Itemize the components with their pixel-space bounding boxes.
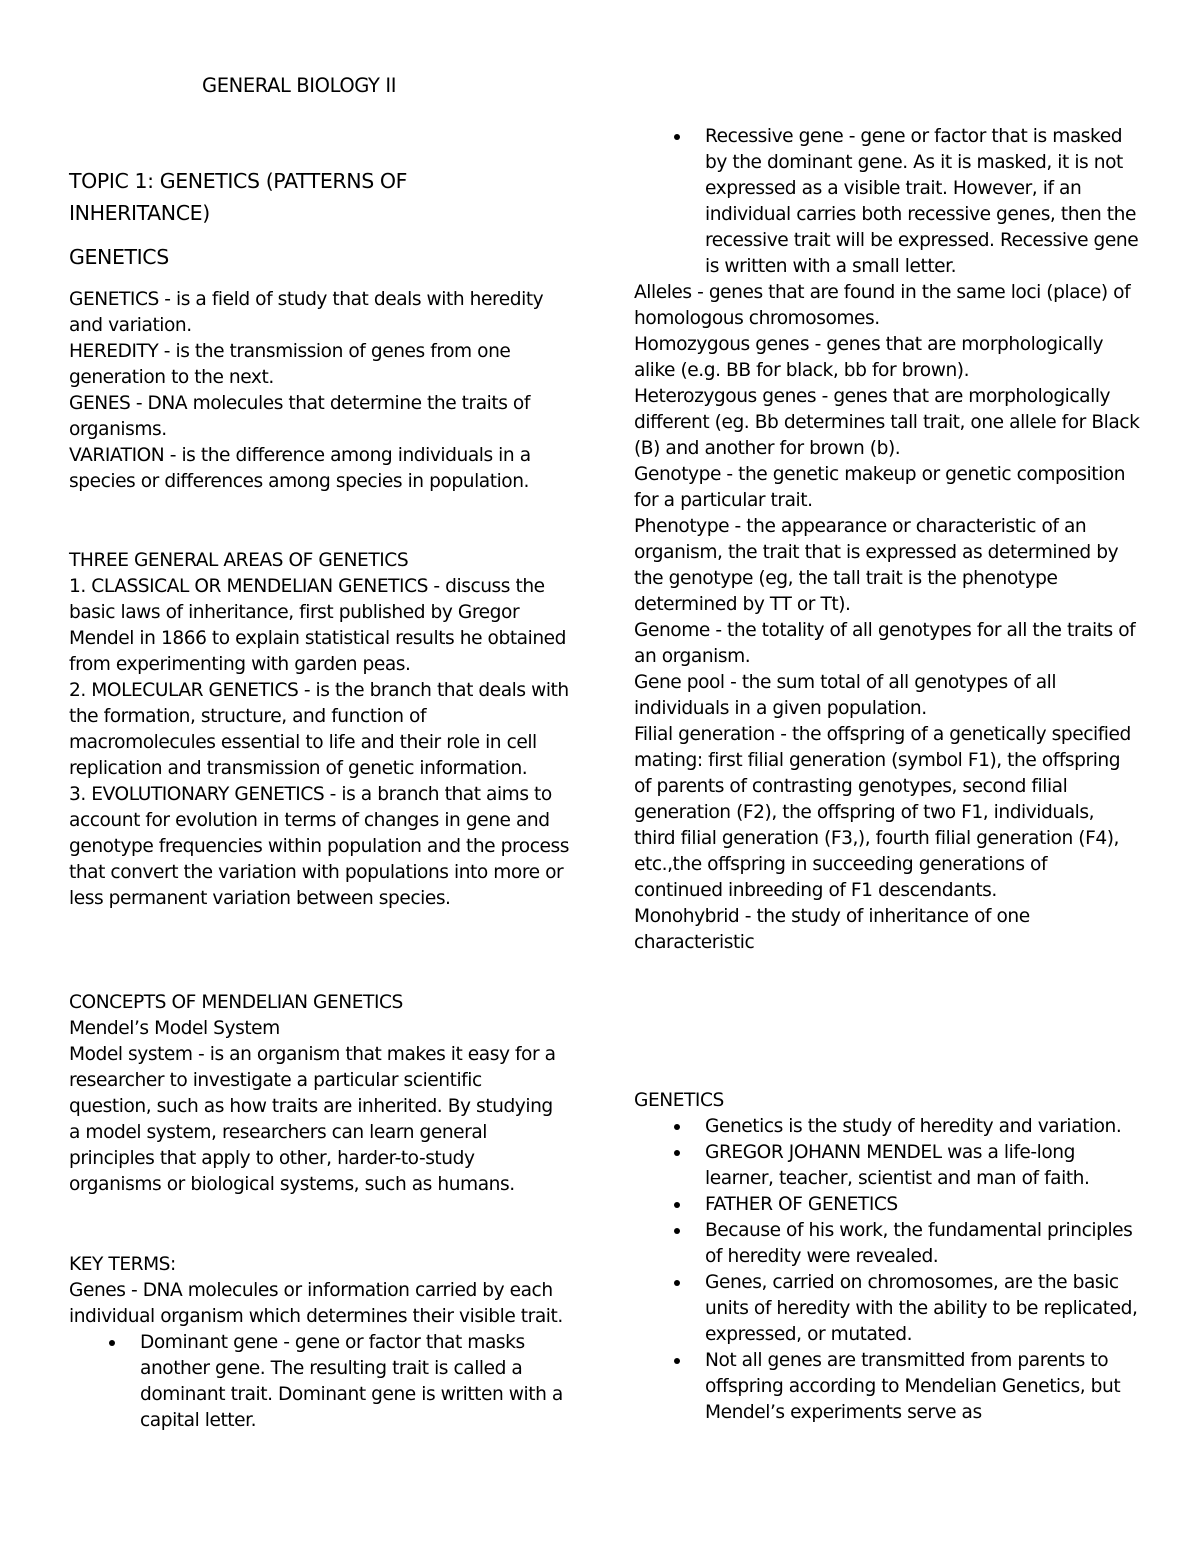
term-genotype: Genotype - the genetic makeup or genetic composition for a particular trait. <box>634 464 1126 511</box>
bullet-text: Genes, carried on chromosomes, are the basic units of heredity with the ability to be replicated, expressed, or mutated. <box>705 1272 1138 1345</box>
term-gene-pool: Gene pool - the sum total of all genotypes of all individuals in a given population. <box>634 672 1057 719</box>
genes-term: Genes - DNA molecules or information carried by each individual organism which determines their visible trait. <box>69 1280 563 1327</box>
genetics-summary-block <box>634 1088 1140 1426</box>
topic-heading: TOPIC 1: GENETICS (PATTERNS OF INHERITANCE) <box>69 169 408 225</box>
concepts-heading: CONCEPTS OF MENDELIAN GENETICS <box>69 992 403 1013</box>
key-terms-heading: KEY TERMS: <box>69 1254 176 1275</box>
bullet-icon <box>674 1228 680 1234</box>
dominant-bullet-list <box>69 1330 569 1434</box>
list-item <box>634 124 1140 280</box>
term-filial-generation: Filial generation - the offspring of a genetically specified mating: first filial generation (symbol F1), the offspring of parents of contrasting genotypes, second filial generation (F2), the offspring of two F1, individuals, third filial generation (F3,), fourth filial generation (F4), etc.,the offspring in succeeding generations of continued inbreeding of F1 descendants. <box>634 724 1131 901</box>
definition-genetics: GENETICS - is a field of study that deals with heredity and variation. <box>69 289 544 336</box>
list-item <box>634 1270 1140 1348</box>
areas-block <box>69 548 569 912</box>
genetics-heading: GENETICS <box>69 245 169 269</box>
bullet-text: Because of his work, the fundamental principles of heredity were revealed. <box>705 1220 1133 1267</box>
bullet-text: Genetics is the study of heredity and variation. <box>705 1116 1122 1137</box>
bullet-icon <box>674 1150 680 1156</box>
term-phenotype: Phenotype - the appearance or characteristic of an organism, the trait that is expressed as determined by the genotype (eg, the tall trait is the phenotype determined by TT or Tt). <box>634 516 1119 615</box>
term-monohybrid: Monohybrid - the study of inheritance of one characteristic <box>634 906 1030 953</box>
genetics-summary-heading: GENETICS <box>634 1090 724 1111</box>
area-evolutionary: 3. EVOLUTIONARY GENETICS - is a branch that aims to account for evolution in terms of changes in gene and genotype frequencies within population and the process that convert the variation with populations into more or less permanent variation between species. <box>69 784 569 909</box>
definition-heredity: HEREDITY - is the transmission of genes from one generation to the next. <box>69 341 511 388</box>
dominant-gene-text: Dominant gene - gene or factor that masks another gene. The resulting trait is called a dominant trait. Dominant gene is written with a capital letter. <box>140 1332 563 1431</box>
list-item <box>634 1140 1140 1192</box>
term-homozygous: Homozygous genes - genes that are morphologically alike (e.g. BB for black, bb for brown). <box>634 334 1104 381</box>
page-title: GENERAL BIOLOGY II <box>202 74 397 97</box>
terms-block <box>634 124 1140 956</box>
bullet-icon <box>674 134 680 140</box>
definitions-block <box>69 287 569 495</box>
concepts-block <box>69 990 569 1198</box>
list-item <box>634 1348 1140 1426</box>
bullet-icon <box>109 1340 115 1346</box>
model-system-heading: Mendel’s Model System <box>69 1018 280 1039</box>
areas-heading: THREE GENERAL AREAS OF GENETICS <box>69 550 409 571</box>
list-item <box>69 1330 569 1434</box>
term-alleles: Alleles - genes that are found in the same loci (place) of homologous chromosomes. <box>634 282 1131 329</box>
term-genome: Genome - the totality of all genotypes for all the traits of an organism. <box>634 620 1136 667</box>
bullet-icon <box>674 1124 680 1130</box>
area-classical: 1. CLASSICAL OR MENDELIAN GENETICS - discuss the basic laws of inheritance, first published by Gregor Mendel in 1866 to explain statistical results he obtained from experimenting with garden peas. <box>69 576 566 675</box>
list-item <box>634 1192 1140 1218</box>
key-terms-block <box>69 1252 569 1434</box>
genetics-bullet-list <box>634 1114 1140 1426</box>
bullet-text: GREGOR JOHANN MENDEL was a life-long learner, teacher, scientist and man of faith. <box>705 1142 1090 1189</box>
list-item <box>634 1114 1140 1140</box>
bullet-text: FATHER OF GENETICS <box>705 1194 898 1215</box>
definition-genes: GENES - DNA molecules that determine the traits of organisms. <box>69 393 530 440</box>
recessive-gene-text: Recessive gene - gene or factor that is masked by the dominant gene. As it is masked, it is not expressed as a visible trait. However, if an individual carries both recessive genes, then the recessive trait will be expressed. Recessive gene is written with a small letter. <box>705 126 1139 277</box>
bullet-text: Not all genes are transmitted from parents to offspring according to Mendelian Genetics, but Mendel’s experiments serve as <box>705 1350 1121 1423</box>
bullet-icon <box>674 1358 680 1364</box>
list-item <box>634 1218 1140 1270</box>
area-molecular: 2. MOLECULAR GENETICS - is the branch that deals with the formation, structure, and function of macromolecules essential to life and their role in cell replication and transmission of genetic information. <box>69 680 569 779</box>
bullet-icon <box>674 1280 680 1286</box>
term-heterozygous: Heterozygous genes - genes that are morphologically different (eg. Bb determines tall trait, one allele for Black (B) and another for brown (b). <box>634 386 1140 459</box>
model-system-text: Model system - is an organism that makes it easy for a researcher to investigate a particular scientific question, such as how traits are inherited. By studying a model system, researchers can learn general principles that apply to other, harder-to-study organisms or biological systems, such as humans. <box>69 1044 556 1195</box>
bullet-icon <box>674 1202 680 1208</box>
definition-variation: VARIATION - is the difference among individuals in a species or differences among species in population. <box>69 445 531 492</box>
recessive-bullet-list <box>634 124 1140 280</box>
